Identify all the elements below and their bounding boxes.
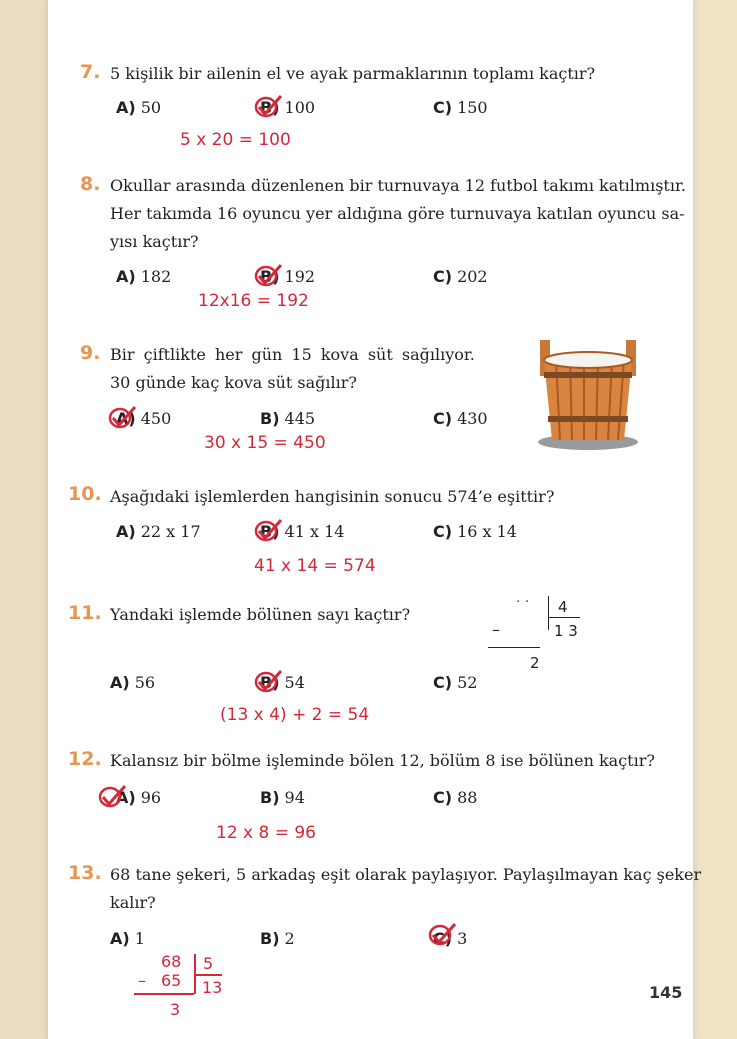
minus-sign: – [138, 971, 146, 990]
answer-check-icon [254, 263, 280, 285]
option-a[interactable]: A) 1 [110, 929, 145, 948]
answer-check-icon [254, 94, 280, 116]
dividend-placeholder: · · [516, 594, 530, 610]
question-text-line-2: kalır? [110, 893, 156, 912]
question-number: 7. [80, 61, 101, 83]
subtraction-line [134, 993, 194, 995]
question-text: Yandaki işlemde bölünen sayı kaçtır? [110, 605, 411, 624]
option-c[interactable]: C) 16 x 14 [433, 522, 517, 541]
question-text-line-1: Okullar arasında düzenlenen bir turnuvaya 12 futbol takımı katılmıştır. [110, 176, 686, 195]
option-a[interactable]: A) 450 [116, 409, 172, 428]
answer-check-icon [254, 518, 280, 540]
option-c[interactable]: C) 202 [433, 267, 488, 286]
option-b[interactable]: B) 41 x 14 [260, 522, 345, 541]
option-c[interactable]: C) 52 [433, 673, 478, 692]
answer-check-icon [108, 405, 134, 427]
option-c[interactable]: C) 150 [433, 98, 488, 117]
handwritten-work: 12 x 8 = 96 [216, 823, 316, 843]
question-text-line-3: yısı kaçtır? [110, 232, 199, 251]
option-c[interactable]: C) 430 [433, 409, 488, 428]
page-number: 145 [649, 983, 683, 1002]
subtraction-line [488, 647, 540, 648]
question-text: Aşağıdaki işlemlerden hangisinin sonucu 574’e eşittir? [110, 487, 555, 506]
worksheet-page [48, 0, 702, 1039]
divisor: 4 [558, 598, 568, 616]
question-number: 8. [80, 173, 101, 195]
option-c[interactable]: C) 88 [433, 788, 478, 807]
question-number: 11. [68, 602, 102, 624]
question-text-line-1: 68 tane şekeri, 5 arkadaş eşit olarak paylaşıyor. Paylaşılmayan kaç şeker [110, 865, 702, 884]
option-b[interactable]: B) 54 [260, 673, 305, 692]
question-text-line-1: Bir çiftlikte her gün 15 kova süt sağılıyor. [110, 345, 475, 364]
dividend: 68 [161, 952, 182, 971]
answer-check-icon [98, 784, 124, 806]
option-a[interactable]: A) 56 [110, 673, 156, 692]
quotient: 13 [202, 978, 223, 997]
question-text-line-2: Her takımda 16 oyuncu yer aldığına göre turnuvaya katılan oyuncu sa- [110, 204, 685, 223]
remainder: 3 [170, 1000, 181, 1019]
division-line [548, 617, 580, 618]
option-a[interactable]: A) 22 x 17 [116, 522, 201, 541]
answer-check-icon [428, 922, 454, 944]
question-number: 12. [68, 748, 102, 770]
left-margin [0, 0, 48, 1039]
answer-check-icon [254, 669, 280, 691]
subtrahend: 65 [161, 971, 182, 990]
option-a[interactable]: A) 50 [116, 98, 162, 117]
milk-bucket-icon [534, 336, 642, 454]
division-line [194, 974, 222, 976]
question-number: 10. [68, 483, 102, 505]
handwritten-work: 5 x 20 = 100 [180, 130, 291, 150]
question-text-line-2: 30 günde kaç kova süt sağılır? [110, 373, 357, 392]
option-a[interactable]: A) 182 [116, 267, 172, 286]
handwritten-work: 30 x 15 = 450 [204, 433, 326, 453]
handwritten-work: (13 x 4) + 2 = 54 [220, 705, 370, 725]
question-number: 9. [80, 342, 101, 364]
remainder: 2 [530, 654, 540, 672]
divisor: 5 [203, 954, 214, 973]
question-text: 5 kişilik bir ailenin el ve ayak parmaklarının toplamı kaçtır? [110, 64, 596, 83]
option-b[interactable]: B) 2 [260, 929, 295, 948]
option-b[interactable]: B) 100 [260, 98, 316, 117]
handwritten-work: 41 x 14 = 574 [254, 556, 376, 576]
minus-sign: – [492, 620, 500, 639]
quotient: 1 3 [554, 622, 578, 640]
division-bar [548, 596, 549, 630]
option-b[interactable]: B) 445 [260, 409, 316, 428]
option-b[interactable]: B) 192 [260, 267, 316, 286]
option-a[interactable]: A) 96 [116, 788, 162, 807]
option-c[interactable]: C) 3 [433, 929, 468, 948]
option-b[interactable]: B) 94 [260, 788, 305, 807]
question-text: Kalansız bir bölme işleminde bölen 12, bölüm 8 ise bölünen kaçtır? [110, 751, 655, 770]
question-number: 13. [68, 862, 102, 884]
handwritten-work: 12x16 = 192 [198, 291, 309, 311]
